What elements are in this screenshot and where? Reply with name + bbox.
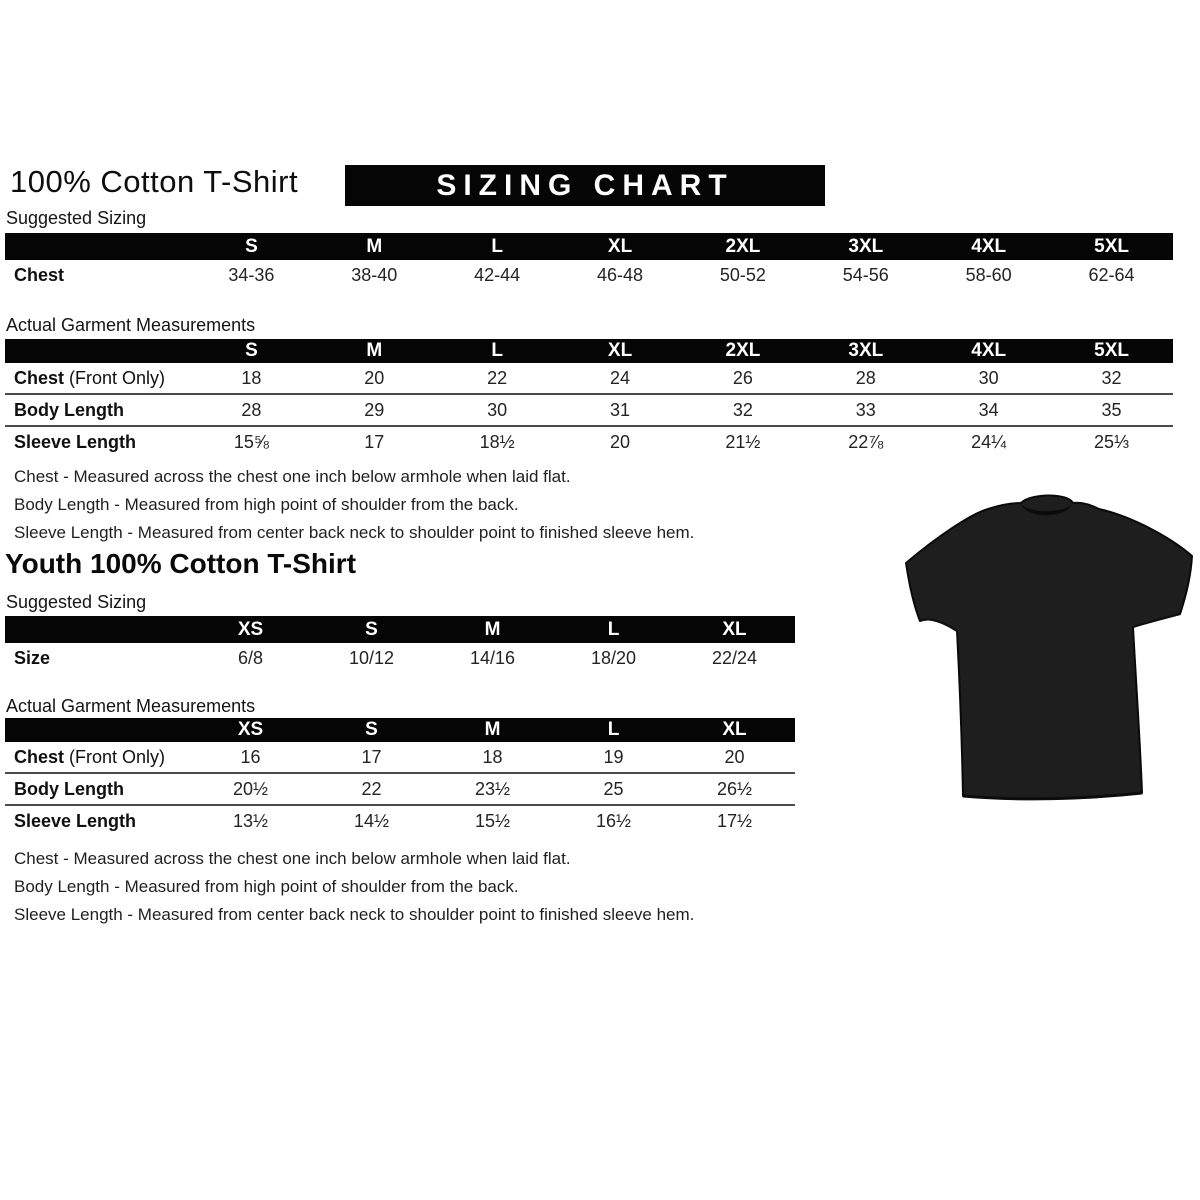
table-row (5, 805, 795, 836)
corner-cell (5, 233, 190, 260)
size-column-header: S (190, 339, 313, 363)
measurement-cell: 17 (361, 746, 382, 767)
measurement-cell: 35 (1050, 394, 1173, 426)
measurement-cell: 42-44 (474, 264, 521, 285)
row-label-cell (5, 260, 190, 290)
size-column-header: S (311, 718, 432, 742)
size-column-header: XS (190, 718, 311, 742)
row-label: Chest (14, 367, 65, 388)
measurement-cell: 26 (732, 367, 753, 388)
row-label: Chest (14, 746, 65, 767)
row-label-cell (5, 363, 190, 394)
corner-cell (5, 616, 190, 643)
tshirt-graphic (893, 478, 1200, 808)
table-row (5, 643, 795, 673)
sizing-chart-banner (345, 165, 825, 206)
measurement-cell: 30 (436, 394, 559, 426)
size-column-header: 2XL (682, 339, 805, 363)
measurement-cell: 10/12 (348, 647, 395, 668)
measurement-cell: 38-40 (351, 264, 398, 285)
row-label: Size (14, 647, 51, 668)
measurement-cell: 24¼ (927, 426, 1050, 457)
measurement-cell: 16½ (553, 805, 674, 836)
youth-actual-measurements-label: Actual Garment Measurements (6, 696, 256, 716)
size-column-header: M (313, 233, 436, 260)
row-label: Sleeve Length (14, 431, 137, 452)
size-column-header: XL (559, 233, 682, 260)
measurement-cell: 24 (610, 367, 631, 388)
measurement-cell: 20 (559, 426, 682, 457)
row-label-cell (5, 805, 190, 836)
measurement-cell: 22⅞ (804, 426, 927, 457)
corner-cell (5, 339, 190, 363)
adult-suggested-sizing-label: Suggested Sizing (6, 208, 147, 228)
youth-measurement-notes (14, 845, 694, 929)
size-column-header: XS (190, 616, 311, 643)
measurement-cell: 20½ (190, 773, 311, 805)
adult-suggested-sizing-table (5, 233, 1173, 290)
measurement-cell: 13½ (190, 805, 311, 836)
measurement-cell: 26½ (674, 773, 795, 805)
measurement-cell: 18 (482, 746, 503, 767)
tshirt-body (906, 496, 1192, 799)
table-row (5, 426, 1173, 457)
row-label-suffix: (Front Only) (64, 746, 166, 767)
row-label: Body Length (14, 778, 124, 799)
note-line: Body Length - Measured from high point of shoulder from the back. (14, 495, 519, 514)
row-label-cell (5, 426, 190, 457)
size-column-header: L (553, 718, 674, 742)
row-label-cell (5, 643, 190, 673)
measurement-cell: 28 (855, 367, 876, 388)
measurement-cell: 30 (978, 367, 999, 388)
measurement-cell: 18½ (436, 426, 559, 457)
table-header-row (5, 616, 795, 643)
measurement-cell: 14½ (311, 805, 432, 836)
measurement-cell: 19 (603, 746, 624, 767)
measurement-cell: 22 (311, 773, 432, 805)
measurement-cell: 58-60 (965, 264, 1012, 285)
row-label: Body Length (14, 399, 124, 420)
row-label-cell (5, 394, 190, 426)
measurement-cell: 34 (927, 394, 1050, 426)
measurement-cell: 17½ (674, 805, 795, 836)
measurement-cell: 29 (313, 394, 436, 426)
size-column-header: 5XL (1050, 339, 1173, 363)
youth-suggested-sizing-table (5, 616, 795, 673)
note-line: Chest - Measured across the chest one inch below armhole when laid flat. (14, 467, 571, 486)
measurement-cell: 28 (190, 394, 313, 426)
measurement-cell: 32 (682, 394, 805, 426)
youth-section-title: Youth 100% Cotton T-Shirt (5, 548, 357, 579)
size-column-header: 3XL (804, 233, 927, 260)
table-row (5, 394, 1173, 426)
page-title: 100% Cotton T-Shirt (10, 164, 299, 199)
adult-actual-measurements-table (5, 339, 1173, 457)
corner-cell (5, 718, 190, 742)
measurement-cell: 16 (240, 746, 261, 767)
table-header-row (5, 718, 795, 742)
table-row (5, 742, 795, 773)
size-column-header: XL (674, 616, 795, 643)
table-row (5, 260, 1173, 290)
youth-suggested-sizing-label: Suggested Sizing (6, 592, 147, 612)
measurement-cell: 32 (1101, 367, 1122, 388)
adult-measurement-notes (14, 463, 694, 547)
measurement-cell: 6/8 (237, 647, 264, 668)
size-column-header: L (553, 616, 674, 643)
note-line: Sleeve Length - Measured from center back neck to shoulder point to finished sleeve hem. (14, 523, 695, 542)
size-column-header: 3XL (804, 339, 927, 363)
measurement-cell: 14/16 (469, 647, 516, 668)
measurement-cell: 31 (559, 394, 682, 426)
measurement-cell: 17 (313, 426, 436, 457)
measurement-cell: 46-48 (597, 264, 644, 285)
size-column-header: M (313, 339, 436, 363)
size-column-header: S (190, 233, 313, 260)
measurement-cell: 15½ (432, 805, 553, 836)
note-line: Chest - Measured across the chest one inch below armhole when laid flat. (14, 849, 571, 868)
youth-actual-measurements-table (5, 718, 795, 836)
tshirt-image (893, 478, 1200, 808)
adult-actual-measurements-label: Actual Garment Measurements (6, 315, 256, 335)
measurement-cell: 20 (364, 367, 385, 388)
size-column-header: XL (674, 718, 795, 742)
measurement-cell: 25⅓ (1050, 426, 1173, 457)
size-column-header: XL (559, 339, 682, 363)
measurement-cell: 21½ (682, 426, 805, 457)
measurement-cell: 23½ (432, 773, 553, 805)
row-label-cell (5, 773, 190, 805)
size-column-header: L (436, 233, 559, 260)
size-column-header: M (432, 616, 553, 643)
table-header-row (5, 339, 1173, 363)
size-column-header: M (432, 718, 553, 742)
size-column-header: 5XL (1050, 233, 1173, 260)
size-column-header: S (311, 616, 432, 643)
measurement-cell: 18 (241, 367, 262, 388)
row-label: Chest (14, 264, 65, 285)
size-column-header: 2XL (682, 233, 805, 260)
measurement-cell: 15⅝ (190, 426, 313, 457)
table-row (5, 363, 1173, 394)
size-column-header: 4XL (927, 233, 1050, 260)
row-label-cell (5, 742, 190, 773)
measurement-cell: 20 (724, 746, 745, 767)
measurement-cell: 18/20 (590, 647, 637, 668)
table-header-row (5, 233, 1173, 260)
measurement-cell: 33 (804, 394, 927, 426)
measurement-cell: 22/24 (711, 647, 758, 668)
sizing-chart-banner-label: SIZING CHART (436, 168, 734, 202)
size-column-header: 4XL (927, 339, 1050, 363)
measurement-cell: 22 (487, 367, 508, 388)
measurement-cell: 34-36 (228, 264, 275, 285)
note-line: Body Length - Measured from high point of shoulder from the back. (14, 877, 519, 896)
note-line: Sleeve Length - Measured from center back neck to shoulder point to finished sleeve hem. (14, 905, 695, 924)
measurement-cell: 25 (553, 773, 674, 805)
table-row (5, 773, 795, 805)
measurement-cell: 54-56 (842, 264, 889, 285)
measurement-cell: 62-64 (1088, 264, 1135, 285)
measurement-cell: 50-52 (719, 264, 766, 285)
size-column-header: L (436, 339, 559, 363)
row-label-suffix: (Front Only) (64, 367, 166, 388)
row-label: Sleeve Length (14, 810, 137, 831)
